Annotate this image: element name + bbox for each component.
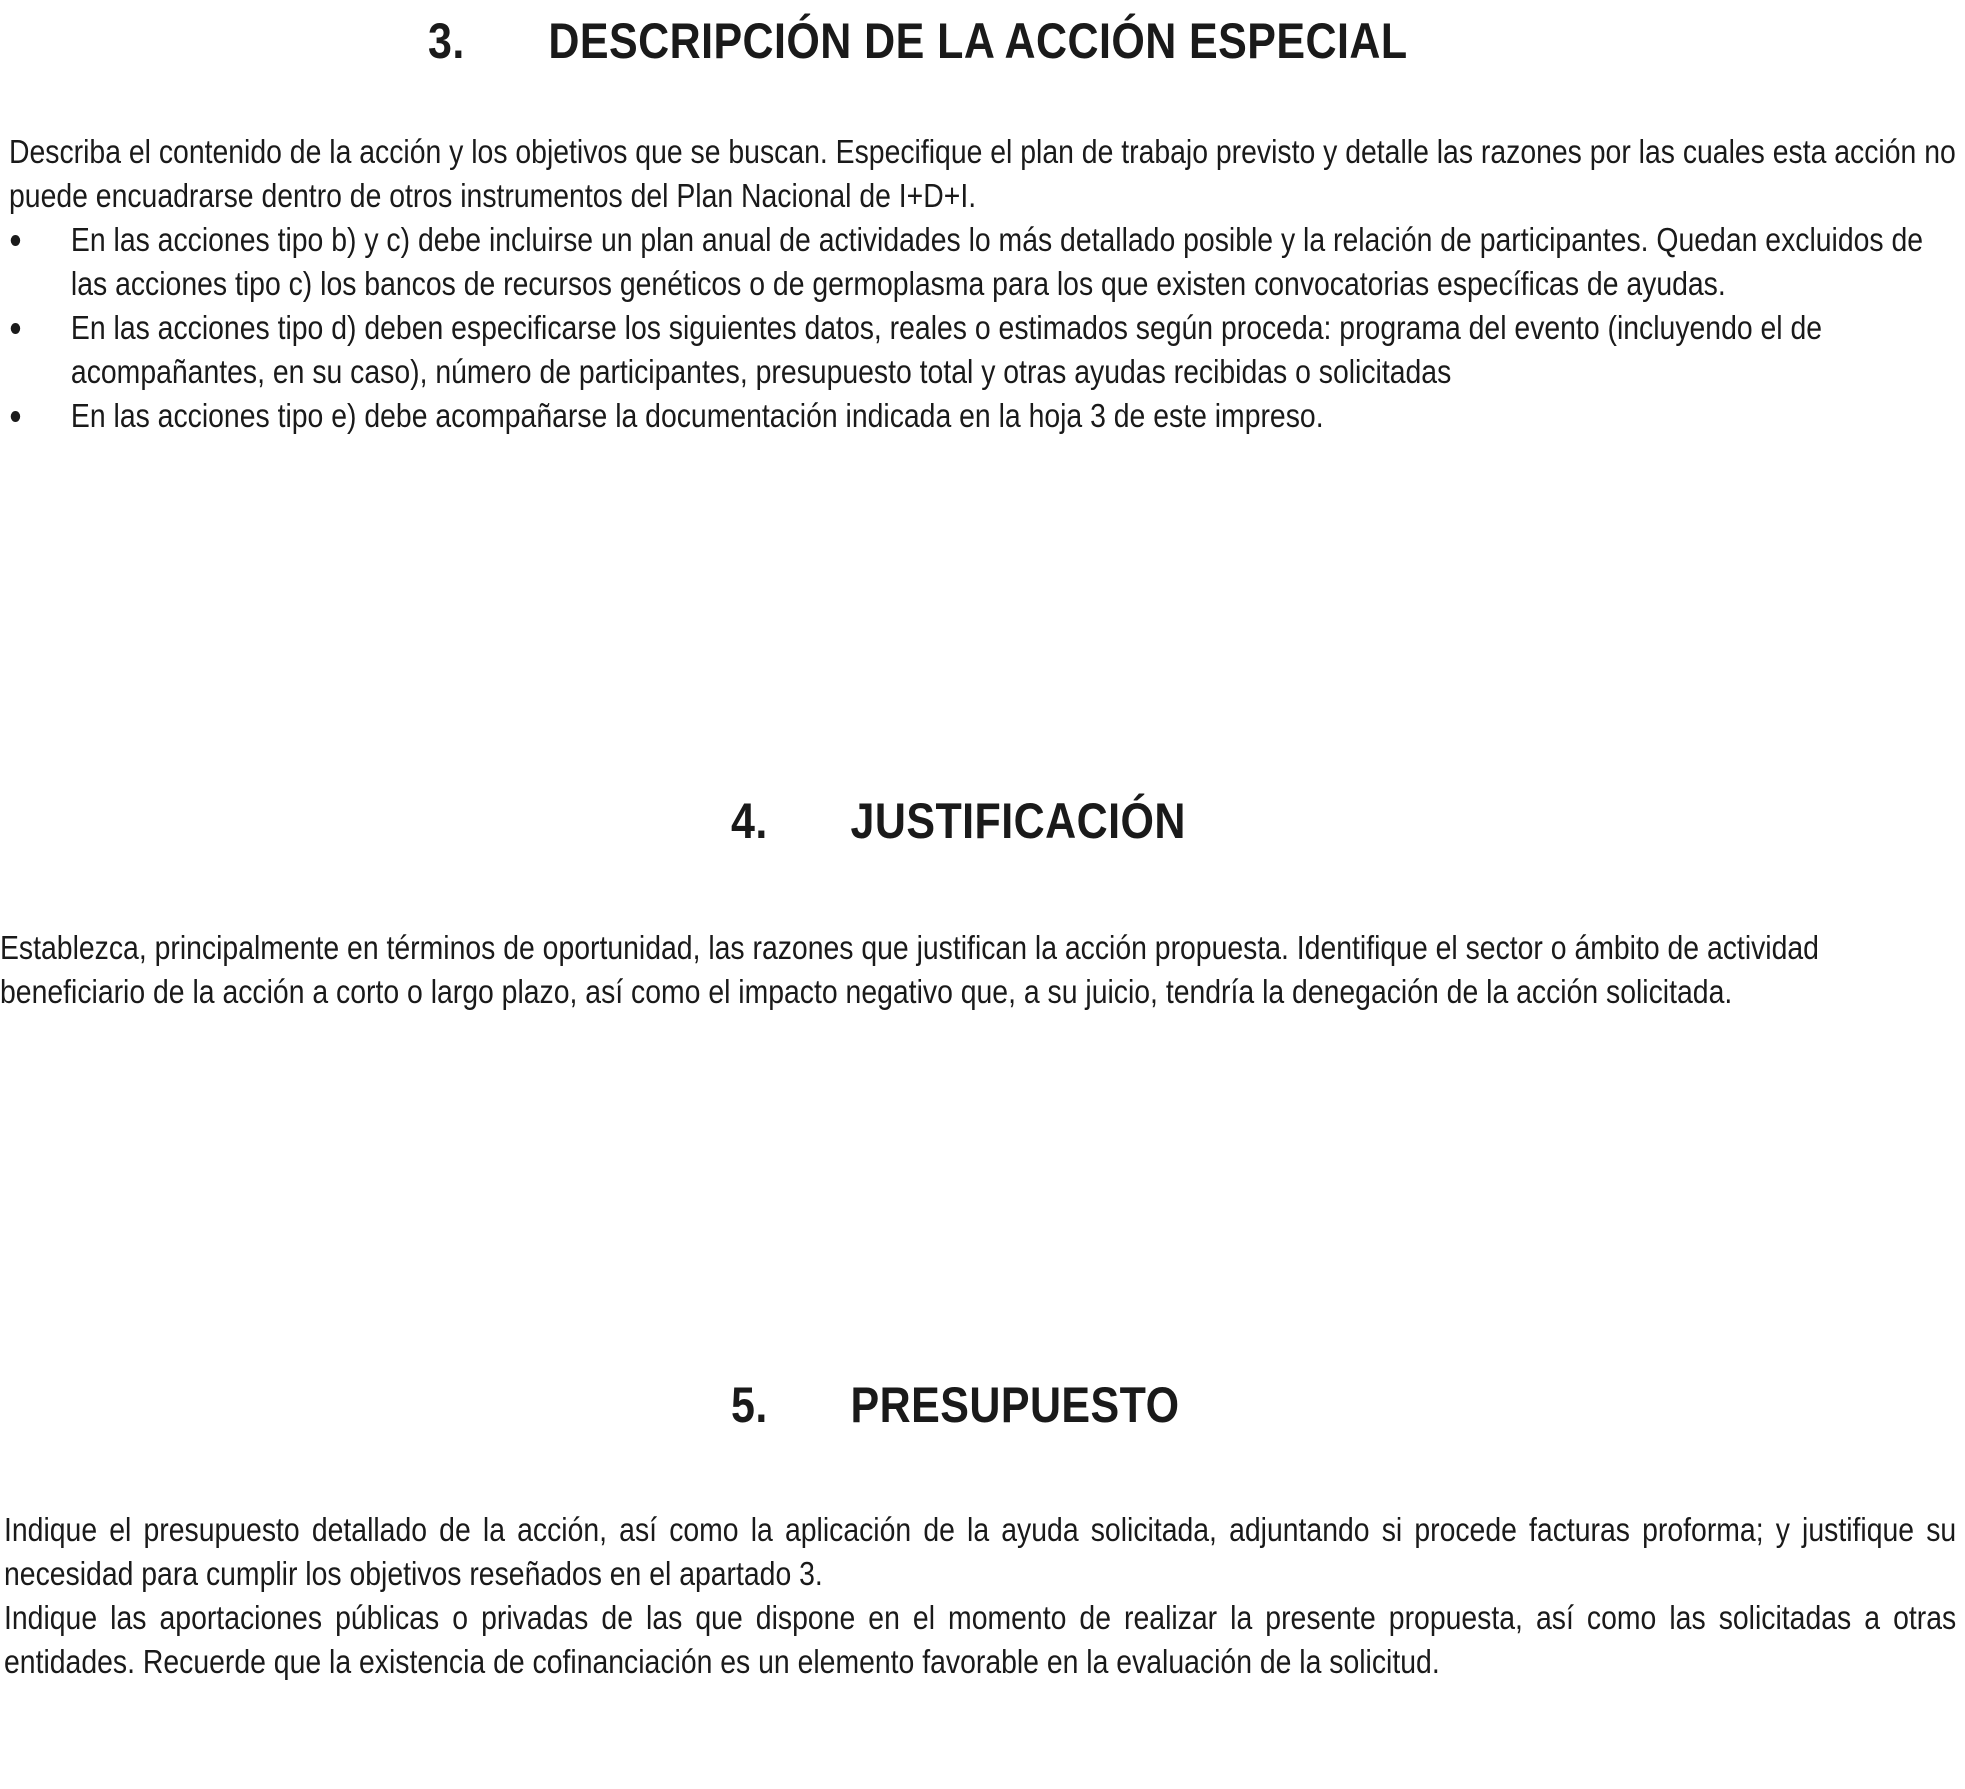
section-budget — [0, 1376, 1965, 1680]
section-heading — [731, 1376, 1965, 1446]
list-item-text: En las acciones tipo d) deben especificarse los siguientes datos, reales o estimados según proceda: programa del evento (incluyendo el de acompañantes, en su caso), número de participantes, presupuesto total y otras ayudas recibidas o solicitadas — [70, 309, 1823, 390]
list-item — [71, 394, 1961, 438]
intro-paragraph: Describa el contenido de la acción y los objetivos que se buscan. Especifique el plan de trabajo previsto y detalle las razones por las cuales esta acción no puede encuadrarse dentro de otros instrumentos del Plan Nacional de I+D+I. — [9, 133, 1956, 214]
section-justification — [0, 792, 1965, 1010]
budget-paragraph: Indique el presupuesto detallado de la acción, así como la aplicación de la ayuda solicitada, adjuntando si procede facturas proforma; y justifique su necesidad para cumplir los objetivos reseñados en el apartado 3. — [4, 1511, 1957, 1592]
bullet-icon — [11, 235, 20, 246]
list-item-text: En las acciones tipo e) debe acompañarse la documentación indicada en la hoja 3 de este impreso. — [70, 397, 1324, 434]
section-body — [9, 130, 1961, 438]
section-title: JUSTIFICACIÓN — [850, 793, 1186, 849]
section-number: 3. — [428, 13, 465, 69]
funding-paragraph: Indique las aportaciones públicas o privadas de las que dispone en el momento de realizar la presente propuesta, así como las solicitadas a otras entidades. Recuerde que la existencia de cofinanciación es un elemento favorable en la evaluación de la solicitud. — [4, 1599, 1957, 1680]
section-title: DESCRIPCIÓN DE LA ACCIÓN ESPECIAL — [548, 13, 1408, 69]
requirements-list — [71, 218, 1961, 438]
section-number: 4. — [731, 793, 768, 849]
bullet-icon — [11, 323, 20, 334]
list-item — [71, 218, 1961, 306]
section-description — [0, 12, 1965, 434]
section-number: 5. — [731, 1377, 768, 1433]
section-body — [4, 1508, 1956, 1684]
section-heading — [428, 12, 1965, 82]
section-heading — [731, 792, 1965, 862]
section-title: PRESUPUESTO — [850, 1377, 1180, 1433]
list-item-text: En las acciones tipo b) y c) debe incluirse un plan anual de actividades lo más detallado posible y la relación de participantes. Quedan excluidos de las acciones tipo c) los bancos de recursos genéticos o de germoplasma para los que existen convocatorias específicas de ayudas. — [70, 221, 1924, 302]
justification-paragraph: Establezca, principalmente en términos de oportunidad, las razones que justifican la acción propuesta. Identifique el sector o ámbito de actividad beneficiario de la acción a corto o largo plazo, así como el impacto negativo que, a su juicio, tendría la denegación de la acción solicitada. — [0, 929, 1819, 1010]
section-body — [0, 926, 1952, 1014]
list-item — [71, 306, 1961, 394]
bullet-icon — [11, 411, 20, 422]
